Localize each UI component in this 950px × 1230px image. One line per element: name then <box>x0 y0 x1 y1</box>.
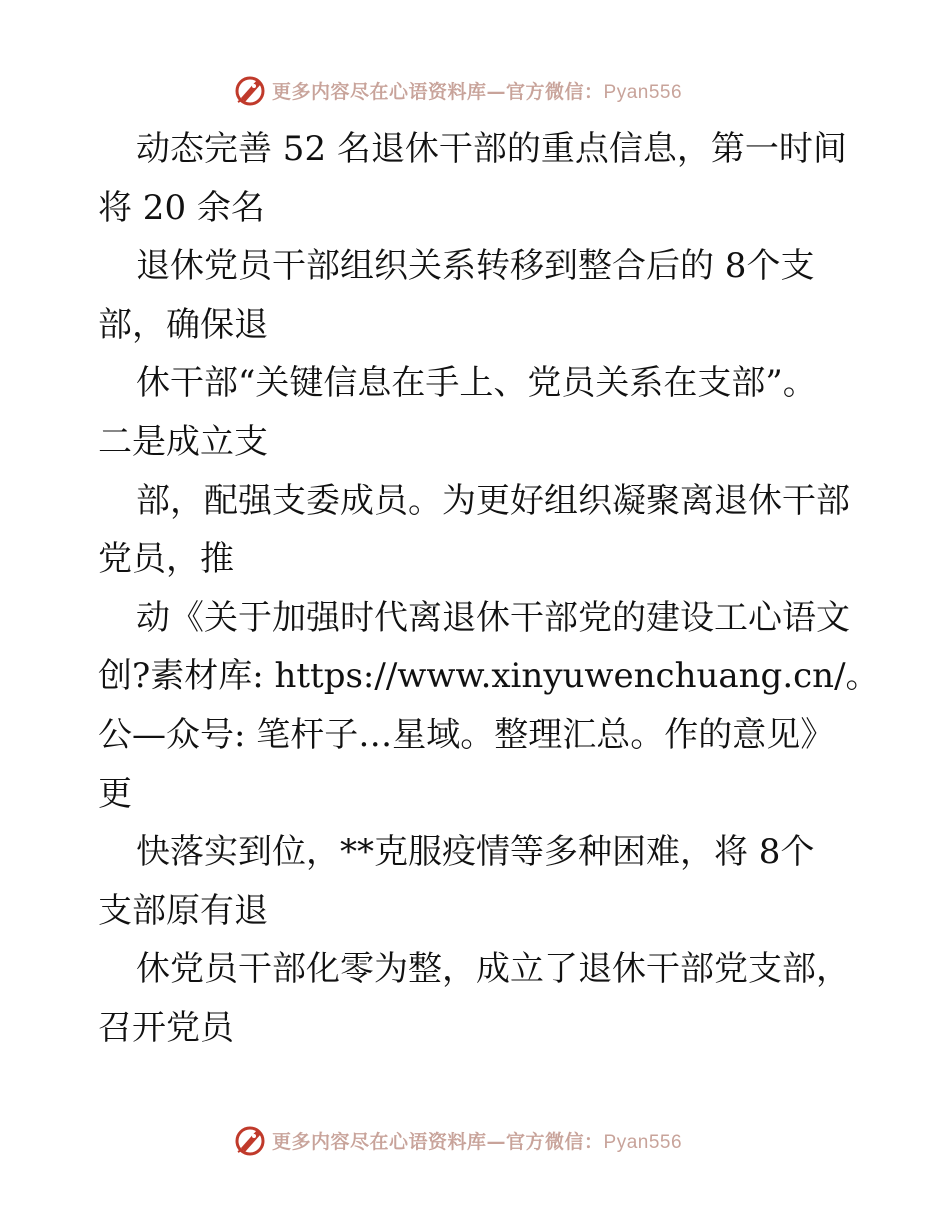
text-line: 二是成立支 <box>98 421 268 462</box>
text-line: 部，配强支委成员。为更好组织凝聚离退休干部 <box>136 480 850 521</box>
text-line: 党员，推 <box>98 539 234 580</box>
text-line: 将 20 余名 <box>98 187 265 228</box>
pen-nib-logo-icon <box>232 1122 268 1158</box>
text-line: 休党员干部化零为整，成立了退休干部党支部， <box>136 949 850 990</box>
text-line: 休干部“关键信息在手上、党员关系在支部”。 <box>136 363 817 404</box>
text-line: 公—众号: 笔杆子…星域。整理汇总。作的意见》 <box>98 714 835 755</box>
text-line: 动《关于加强时代离退休干部党的建设工心语文 <box>136 597 850 638</box>
header-banner-text: 更多内容尽在心语资料库—官方微信：Pyan556 <box>272 80 683 103</box>
text-line: 部，确保退 <box>98 304 268 345</box>
footer-banner-text: 更多内容尽在心语资料库—官方微信：Pyan556 <box>272 1130 683 1153</box>
header-banner <box>232 70 712 110</box>
text-line: 创?素材库: https://www.xinyuwenchuang.cn/。 <box>98 656 880 697</box>
text-line: 更 <box>98 773 132 814</box>
footer-banner <box>232 1120 712 1160</box>
text-line: 退休党员干部组织关系转移到整合后的 8个支 <box>136 246 815 287</box>
text-line: 快落实到位，**克服疫情等多种困难，将 8个 <box>136 832 815 873</box>
text-line: 支部原有退 <box>98 890 268 931</box>
text-line: 召开党员 <box>98 1007 234 1048</box>
body-text <box>98 120 880 1058</box>
pen-nib-logo-icon <box>232 72 268 108</box>
text-line: 动态完善 52 名退休干部的重点信息，第一时间 <box>136 129 847 169</box>
